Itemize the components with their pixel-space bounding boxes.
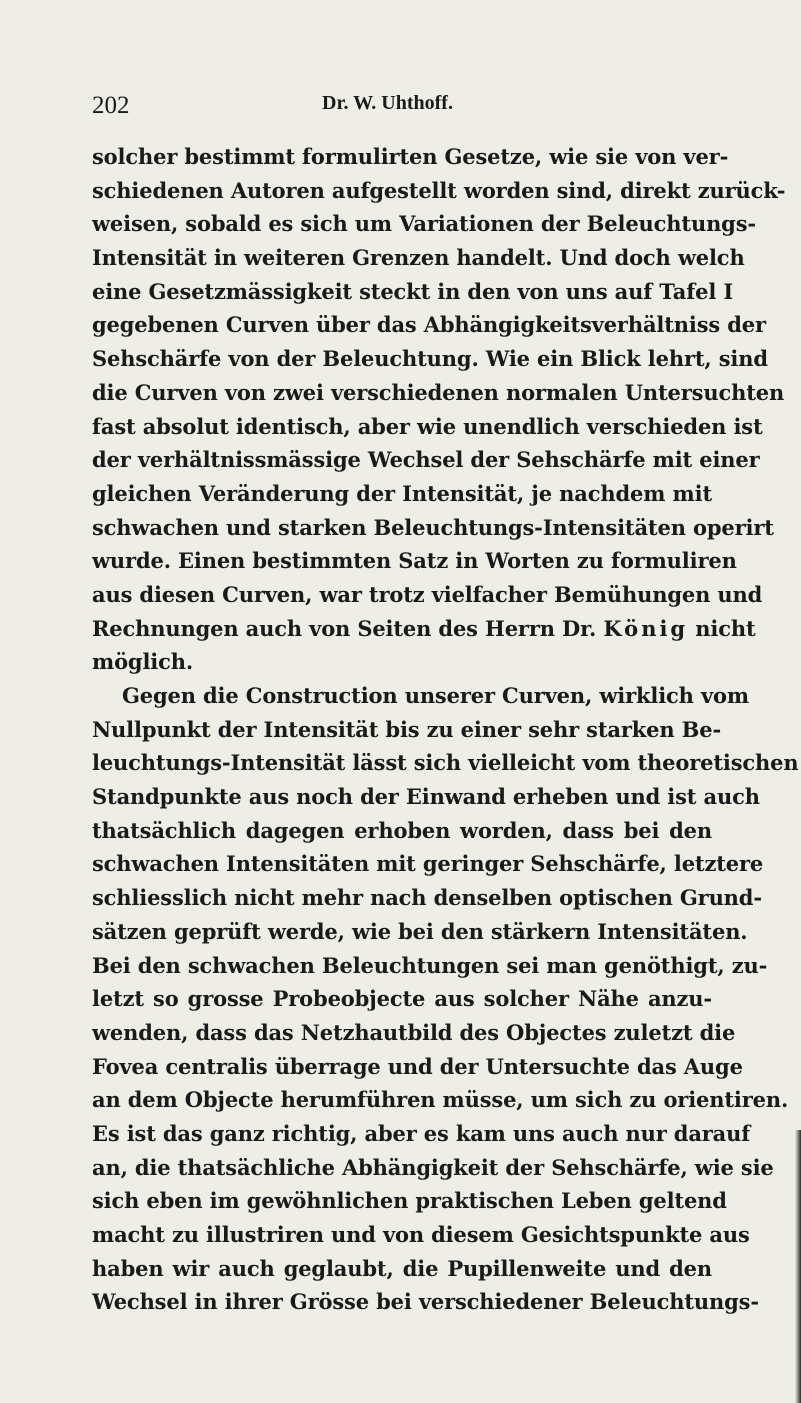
- text-line-with-name: [92, 612, 756, 646]
- text-line: Fovea centralis überrage und der Untersuchte das Auge: [92, 1053, 743, 1079]
- text-line: Wechsel in ihrer Grösse bei verschiedener Beleuchtungs-: [92, 1289, 759, 1315]
- text-line: weisen, sobald es sich um Variationen der Beleuchtungs-: [92, 211, 756, 237]
- text-line: die Curven von zwei verschiedenen normalen Untersuchten: [92, 379, 785, 405]
- text-line: aus diesen Curven, war trotz vielfacher Bemühungen und: [92, 581, 763, 607]
- text-line: thatsächlich dagegen erhoben worden, dass bei den: [92, 817, 712, 843]
- page-header: [92, 92, 712, 128]
- text-line: der verhältnissmässige Wechsel der Sehschärfe mit einer: [92, 447, 760, 473]
- text-line: Nullpunkt der Intensität bis zu einer sehr starken Be-: [92, 716, 722, 742]
- spaced-name: König: [603, 615, 689, 641]
- text-line: Standpunkte aus noch der Einwand erheben und ist auch: [92, 784, 760, 810]
- text-line: solcher bestimmt formulirten Gesetze, wie sie von ver-: [92, 144, 729, 169]
- text-line: macht zu illustriren und von diesem Gesichtspunkte aus: [92, 1222, 750, 1247]
- text-line: Es ist das ganz richtig, aber es kam uns auch nur darauf: [92, 1120, 751, 1146]
- running-head: Dr. W. Uhthoff.: [322, 92, 453, 114]
- text-line: schiedenen Autoren aufgestellt worden sind, direkt zurück-: [92, 177, 786, 203]
- text-line-start: Rechnungen auch von Seiten des Herrn Dr.: [92, 615, 597, 641]
- text-line: leuchtungs-Intensität lässt sich vielleicht vom theoretischen: [92, 750, 799, 776]
- text-line: an, die thatsächliche Abhängigkeit der Sehschärfe, wie sie: [92, 1154, 774, 1180]
- text-line: fast absolut identisch, aber wie unendlich verschieden ist: [92, 413, 763, 439]
- text-line: Sehschärfe von der Beleuchtung. Wie ein Blick lehrt, sind: [92, 346, 768, 372]
- text-line: schwachen Intensitäten mit geringer Sehschärfe, letztere: [92, 851, 764, 877]
- text-line: sich eben im gewöhnlichen praktischen Leben geltend: [92, 1188, 727, 1214]
- page-edge-shadow: [795, 1130, 801, 1403]
- text-line: wenden, dass das Netzhautbild des Objectes zuletzt die: [92, 1019, 736, 1045]
- text-line: Intensität in weiteren Grenzen handelt. Und doch welch: [92, 245, 745, 271]
- text-line-end: nicht: [695, 615, 756, 641]
- page-number: 202: [92, 92, 130, 119]
- paragraph-start-line: Gegen die Construction unserer Curven, wirklich vom: [122, 683, 749, 708]
- text-line: wurde. Einen bestimmten Satz in Worten zu formuliren: [92, 548, 737, 574]
- text-line: Bei den schwachen Beleuchtungen sei man genöthigt, zu-: [92, 952, 768, 978]
- text-line: eine Gesetzmässigkeit steckt in den von uns auf Tafel I: [92, 278, 733, 304]
- text-line: letzt so grosse Probeobjecte aus solcher Nähe anzu-: [92, 986, 712, 1012]
- text-line: haben wir auch geglaubt, die Pupillenweite und den: [92, 1255, 712, 1281]
- text-line: möglich.: [92, 649, 194, 675]
- text-line: gegebenen Curven über das Abhängigkeitsverhältniss der: [92, 312, 766, 338]
- body-text: [92, 140, 799, 1319]
- text-line: sätzen geprüft werde, wie bei den stärkern Intensitäten.: [92, 918, 748, 944]
- text-line: gleichen Veränderung der Intensität, je nachdem mit: [92, 480, 712, 506]
- text-line: schwachen und starken Beleuchtungs-Intensitäten operirt: [92, 514, 774, 540]
- text-line: an dem Objecte herumführen müsse, um sich zu orientiren.: [92, 1087, 789, 1113]
- text-line: schliesslich nicht mehr nach denselben optischen Grund-: [92, 885, 762, 911]
